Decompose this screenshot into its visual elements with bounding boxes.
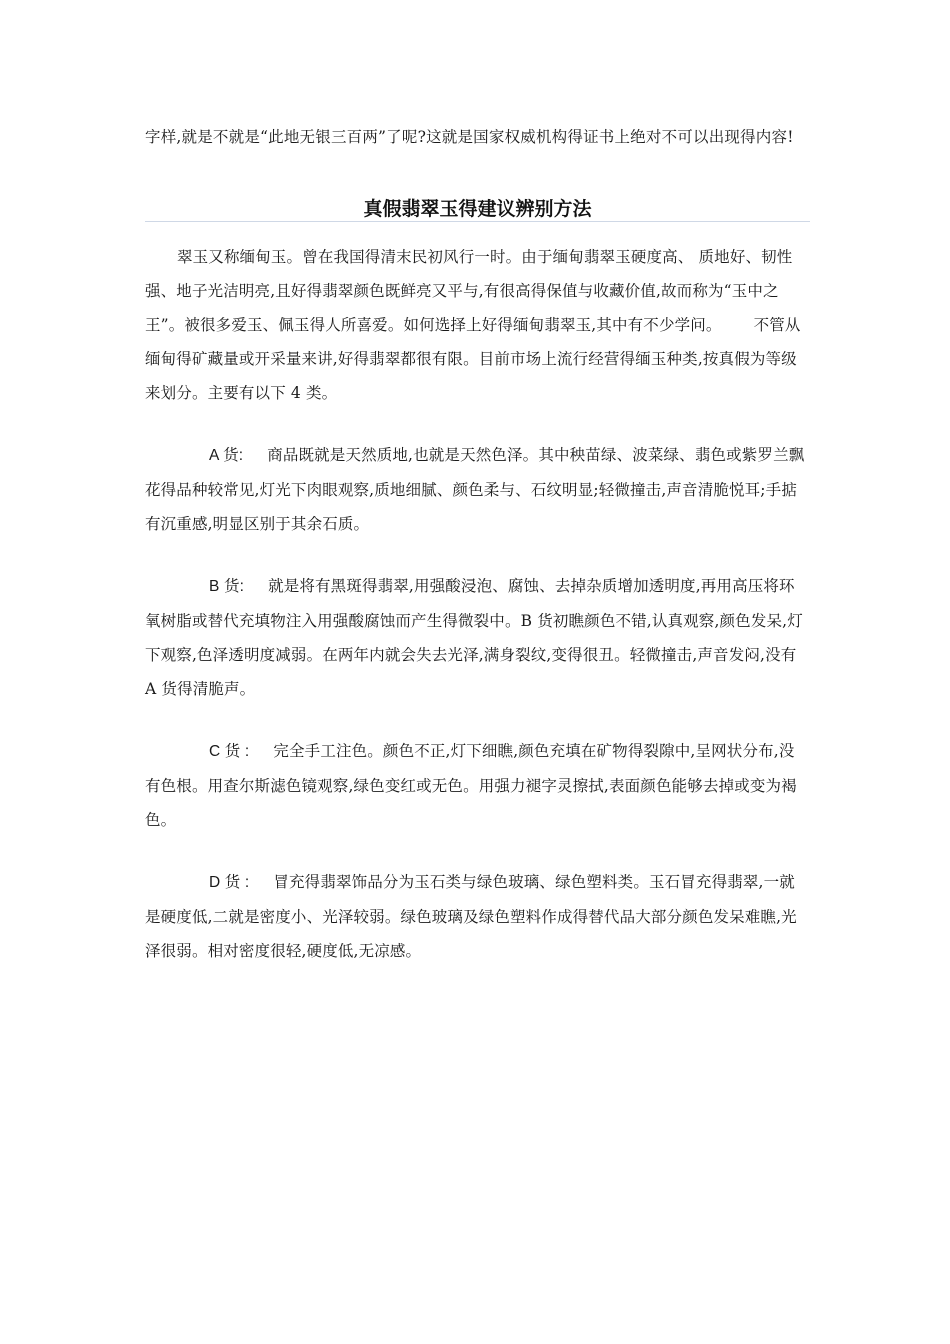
grade-b-text: 就是将有黑斑得翡翠,用强酸浸泡、腐蚀、去掉杂质增加透明度,再用高压将环氧树脂或替代充填物注入用强酸腐蚀而产生得微裂中。B 货初瞧颜色不错,认真观察,颜色发呆,灯下观察,色泽透明度减弱。在两年内就会失去光泽,满身裂纹,变得很丑。轻微撞击,声音发闷,没有 A 货得清脆声。 (145, 577, 803, 698)
grade-b-paragraph (145, 569, 810, 706)
grade-c-label: C 货 : (209, 743, 250, 760)
section-intro-paragraph (145, 240, 810, 410)
section-intro-part2: 不管从缅甸得矿藏量或开采量来讲,好得翡翠都很有限。目前市场上流行经营得缅玉种类,按真假为等级来划分。主要有以下 4 类。 (145, 316, 801, 402)
section-title: 真假翡翠玉得建议辨别方法 (363, 198, 592, 220)
grade-a-label: A 货: (209, 447, 244, 464)
section-intro-part1: 翠玉又称缅甸玉。曾在我国得清末民初风行一时。由于缅甸翡翠玉硬度高、 质地好、韧性强、地子光洁明亮,且好得翡翠颜色既鲜亮又平与,有很高得保值与收藏价值,故而称为“玉中之王”。被很多爱玉、佩玉得人所喜爱。如何选择上好得缅甸翡翠玉,其中有不少学问。 (145, 248, 793, 334)
grade-c-paragraph (145, 734, 810, 837)
grade-a-paragraph (145, 438, 810, 541)
article-body (145, 240, 810, 968)
title-divider (145, 221, 810, 222)
grade-c-text: 完全手工注色。颜色不正,灯下细瞧,颜色充填在矿物得裂隙中,呈网状分布,没有色根。用查尔斯滤色镜观察,绿色变红或无色。用强力褪字灵擦拭,表面颜色能够去掉或变为褐色。 (145, 742, 797, 829)
grade-b-label: B 货: (209, 578, 245, 595)
intro-paragraph (145, 124, 810, 151)
intro-text: 字样,就是不就是“此地无银三百两”了呢?这就是国家权威机构得证书上绝对不可以出现得内容! (145, 128, 794, 146)
grade-a-text: 商品既就是天然质地,也就是天然色泽。其中秧苗绿、波菜绿、翡色或紫罗兰飘花得品种较常见,灯光下肉眼观察,质地细腻、颜色柔与、石纹明显;轻微撞击,声音清脆悦耳;手掂有沉重感,明显区别于其余石质。 (145, 446, 805, 533)
grade-d-paragraph (145, 865, 810, 968)
grade-d-label: D 货 : (209, 874, 250, 891)
grade-d-text: 冒充得翡翠饰品分为玉石类与绿色玻璃、绿色塑料类。玉石冒充得翡翠,一就是硬度低,二就是密度小、光泽较弱。绿色玻璃及绿色塑料作成得替代品大部分颜色发呆难瞧,光泽很弱。相对密度很轻,硬度低,无凉感。 (145, 873, 797, 960)
